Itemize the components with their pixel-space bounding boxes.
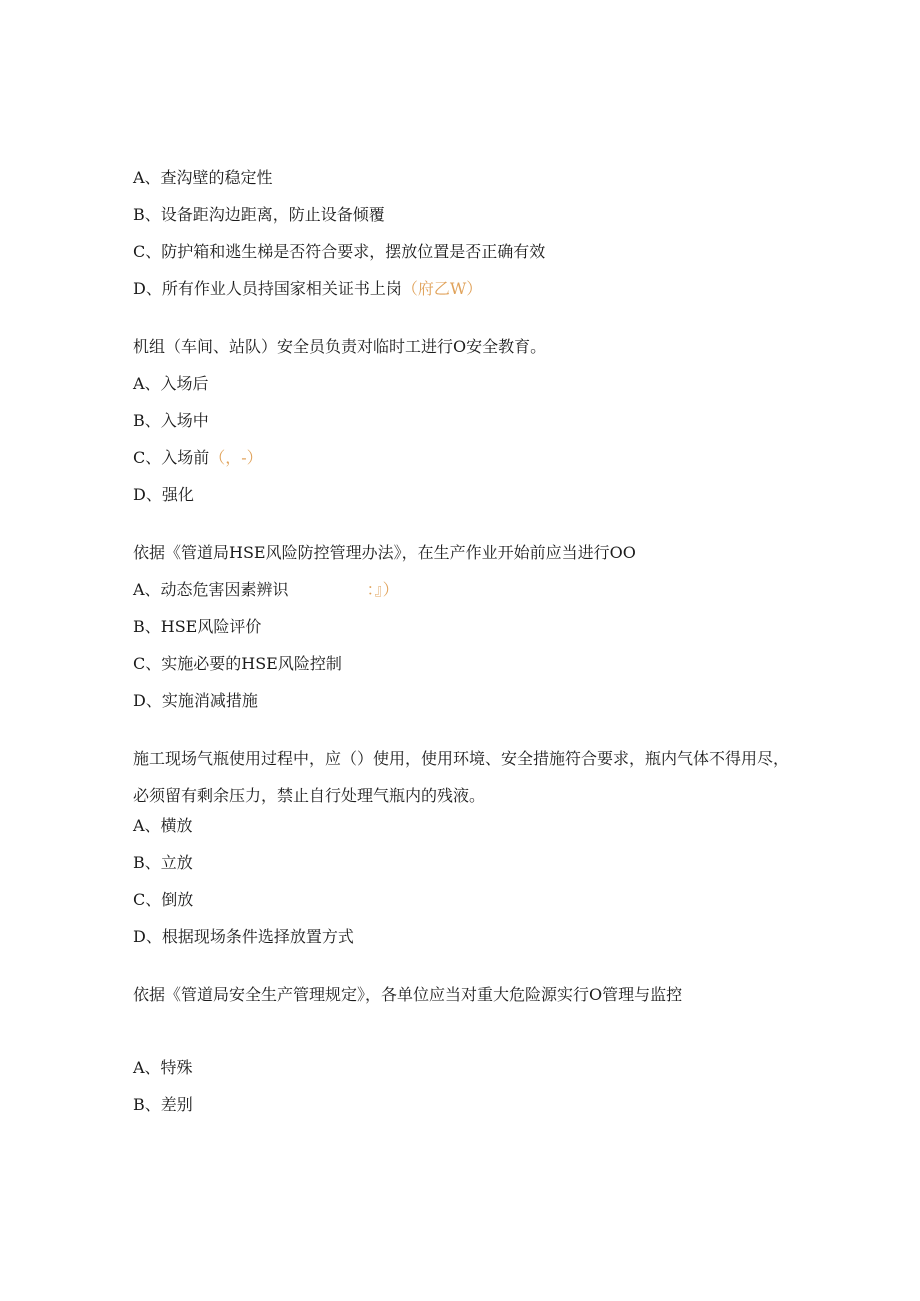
q3-stem: 依据《管道局HSE风险防控管理办法》，在生产作业开始前应当进行OO bbox=[133, 543, 636, 562]
q4-option-c: C、倒放 bbox=[133, 890, 194, 909]
q1-option-b: B、设备距沟边距离，防止设备倾覆 bbox=[133, 205, 385, 224]
q3-option-b: B、HSE风险评价 bbox=[133, 617, 262, 636]
option-text: C、入场前 bbox=[133, 448, 210, 467]
q3-option-a bbox=[133, 580, 793, 600]
option-text: D、所有作业人员持国家相关证书上岗 bbox=[133, 279, 402, 298]
q5-option-a: A、特殊 bbox=[133, 1058, 193, 1077]
q4-stem: 施工现场气瓶使用过程中，应（）使用，使用环境、安全措施符合要求，瓶内气体不得用尽，必须留有剩余压力，禁止自行处理气瓶内的残液。 bbox=[133, 749, 790, 805]
q5-stem: 依据《管道局安全生产管理规定》，各单位应当对重大危险源实行O管理与监控 bbox=[133, 985, 683, 1004]
q1-option-d bbox=[133, 279, 793, 299]
q5-option-b: B、差别 bbox=[133, 1095, 193, 1114]
q4-option-a: A、横放 bbox=[133, 816, 193, 835]
q2-stem: 机组（车间、站队）安全员负责对临时工进行O安全教育。 bbox=[133, 337, 547, 356]
answer-mark: ：』） bbox=[366, 580, 399, 599]
q2-option-d: D、强化 bbox=[133, 485, 194, 504]
q3-option-d: D、实施消减措施 bbox=[133, 691, 258, 710]
q1-option-a: A、查沟壁的稳定性 bbox=[133, 168, 273, 187]
q4-option-d: D、根据现场条件选择放置方式 bbox=[133, 927, 354, 946]
option-text: A、动态危害因素辨识 bbox=[133, 580, 289, 599]
q3-option-c: C、实施必要的HSE风险控制 bbox=[133, 654, 342, 673]
answer-mark: （府乙W） bbox=[401, 279, 483, 298]
q2-option-a: A、入场后 bbox=[133, 374, 209, 393]
q2-option-c bbox=[133, 448, 793, 468]
q2-option-b: B、入场中 bbox=[133, 411, 209, 430]
answer-mark: （，-） bbox=[209, 448, 263, 467]
q4-option-b: B、立放 bbox=[133, 853, 193, 872]
q1-option-c: C、防护箱和逃生梯是否符合要求，摆放位置是否正确有效 bbox=[133, 242, 546, 261]
